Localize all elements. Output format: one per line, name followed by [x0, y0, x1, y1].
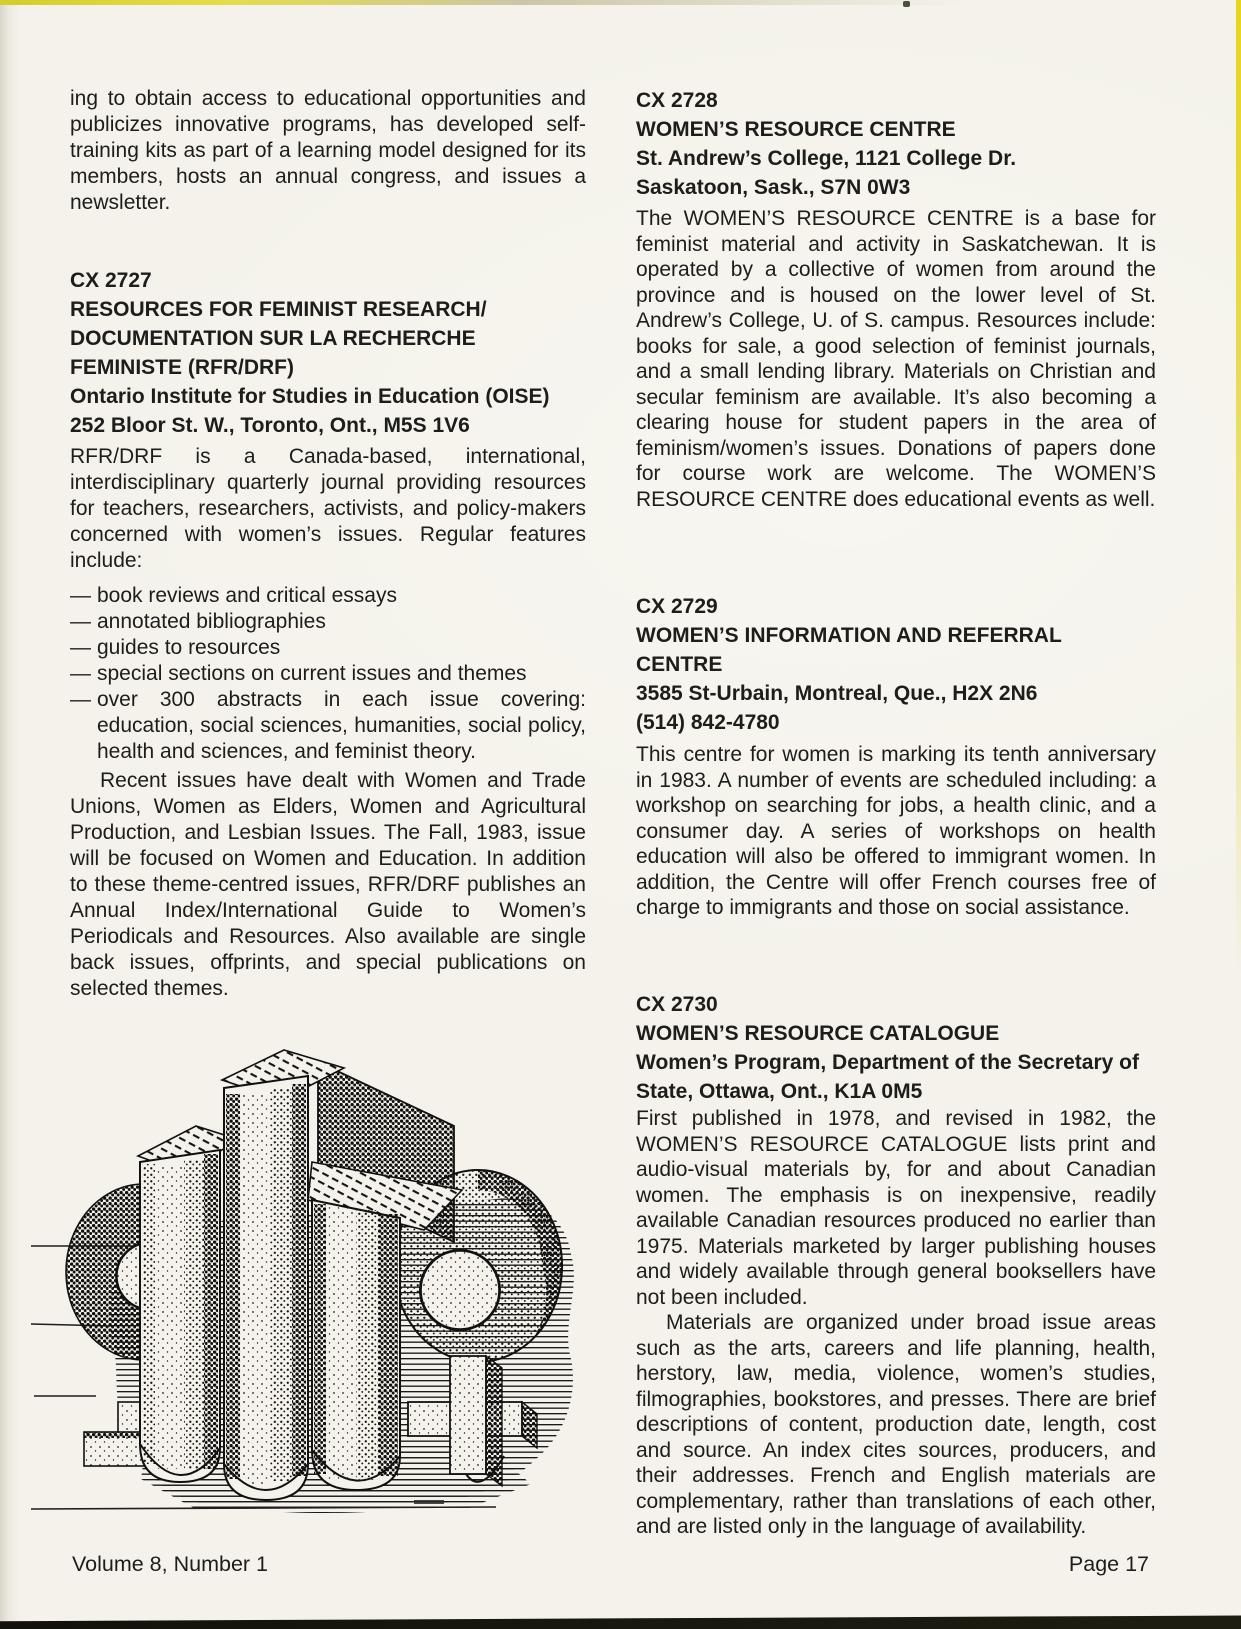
- entry-2729-heading: [636, 592, 1156, 737]
- list-item-text: annotated bibliographies: [97, 610, 326, 633]
- entry-address-line: St. Andrew’s College, 1121 College Dr.: [636, 147, 1017, 170]
- entry-2727-body: [70, 444, 586, 1002]
- list-item-text: guides to resources: [97, 636, 281, 659]
- body-paragraph: The WOMEN’S RESOURCE CENTRE is a base for feminist material and activity in Saskatchewan. It is operated by a collective of women from around the province and is housed on the lower level of St. Andrew’s College, U. of S. campus. Resources include: books for sale, a good selection of feminist journals, and a small lending library. Materials on Christian and secular feminism are available. It’s also becoming a clearing house for student papers in the area of feminism/women’s issues. Donations of papers done for course work are welcome. The WOMEN’S RESOURCE CENTRE does educational events as well.: [636, 207, 1156, 511]
- scan-speck: [903, 1, 910, 7]
- entry-title-line: FEMINISTE (RFR/DRF): [70, 356, 294, 379]
- entry-title-line: WOMEN’S INFORMATION AND REFERRAL: [636, 624, 1062, 647]
- list-item-text: special sections on current issues and themes: [97, 662, 527, 685]
- bullet-dash: —: [70, 610, 91, 633]
- left-column-intro: [70, 86, 586, 216]
- bullet-dash: —: [70, 636, 91, 659]
- entry-title-line: WOMEN’S RESOURCE CATALOGUE: [636, 1022, 1000, 1045]
- entry-id: CX 2729: [636, 595, 718, 618]
- entry-title-line: DOCUMENTATION SUR LA RECHERCHE: [70, 327, 476, 350]
- list-item: [70, 583, 586, 609]
- entry-organization: Ontario Institute for Studies in Education (OISE): [70, 385, 550, 408]
- top-edge-accent: [0, 0, 1241, 5]
- entry-2730-body: [636, 1106, 1156, 1540]
- artist-signature-mark: [414, 1500, 444, 1504]
- feature-list: [70, 583, 586, 765]
- bullet-dash: —: [70, 584, 91, 607]
- body-paragraph: First published in 1978, and revised in 1982, the WOMEN’S RESOURCE CATALOGUE lists print and audio-visual materials by, for and about Canadian women. The emphasis is on inexpensive, readily available Canadian resources produced no earlier than 1975. Materials marketed by larger publishing houses and widely available through general booksellers have not been included.: [636, 1107, 1156, 1309]
- intro-paragraph: ing to obtain access to educational opportunities and publicizes innovative programs, has developed self-training kits as part of a learning model designed for its members, hosts an annual congress, and issues a newsletter.: [70, 87, 586, 214]
- list-item: [70, 609, 586, 635]
- footer-page-number: Page 17: [1068, 1552, 1149, 1576]
- right-edge-accent: [1236, 0, 1241, 977]
- bottom-edge-bar: [0, 1614, 1241, 1629]
- body-paragraph: This centre for women is marking its tenth anniversary in 1983. A number of events are scheduled including: a workshop on searching for jobs, a health clinic, and a consumer day. A series of workshops on health education will also be offered to immigrant women. In addition, the Centre will offer French courses free of charge to immigrants and those on social assistance.: [636, 743, 1156, 919]
- entry-address-line: Saskatoon, Sask., S7N 0W3: [636, 176, 911, 199]
- list-item-text: over 300 abstracts in each issue covering: education, social sciences, humanities, social policy, health and sciences, and feminist theory.: [97, 688, 586, 763]
- footer-volume: Volume 8, Number 1: [72, 1552, 268, 1576]
- entry-2729-body: [636, 742, 1156, 921]
- list-item: [70, 635, 586, 661]
- entry-2728-body: [636, 206, 1156, 512]
- entry-title-line: RESOURCES FOR FEMINIST RESEARCH/: [70, 298, 487, 321]
- entry-phone: (514) 842-4780: [636, 711, 780, 734]
- entry-id: CX 2728: [636, 89, 718, 112]
- entry-address: 252 Bloor St. W., Toronto, Ont., M5S 1V6: [70, 414, 470, 437]
- body-paragraph: Materials are organized under broad issue areas such as the arts, careers and life planning, health, herstory, law, media, violence, women’s studies, filmographies, bookstores, and presses. There are brief descriptions of content, production date, length, cost and source. An index cites sources, producers, and their addresses. French and English materials are complementary, rather than translations of each other, and are listed only in the language of availability.: [636, 1311, 1156, 1538]
- illustration-books-venus: [26, 1004, 600, 1518]
- list-item: [70, 687, 586, 765]
- entry-title-line: CENTRE: [636, 653, 723, 676]
- entry-address-line: Women’s Program, Department of the Secretary of State, Ottawa, Ont., K1A 0M5: [636, 1051, 1139, 1103]
- body-paragraph: Recent issues have dealt with Women and Trade Unions, Women as Elders, Women and Agricultural Production, and Lesbian Issues. The Fall, 1983, issue will be focused on Women and Education. In addition to these theme-centred issues, RFR/DRF publishes an Annual Index/International Guide to Women’s Periodicals and Resources. Also available are single back issues, offprints, and special publications on selected themes.: [70, 769, 586, 1000]
- list-item: [70, 661, 586, 687]
- entry-title-line: WOMEN’S RESOURCE CENTRE: [636, 118, 956, 141]
- list-item-text: book reviews and critical essays: [97, 584, 397, 607]
- entry-2728-heading: [636, 86, 1156, 202]
- body-paragraph: RFR/DRF is a Canada-based, international, interdisciplinary quarterly journal providing resources for teachers, researchers, activists, and policy-makers concerned with women’s issues. Regular features include:: [70, 445, 586, 572]
- bullet-dash: —: [70, 688, 91, 711]
- bullet-dash: —: [70, 662, 91, 685]
- entry-id: CX 2730: [636, 993, 718, 1016]
- entry-address-line: 3585 St-Urbain, Montreal, Que., H2X 2N6: [636, 682, 1038, 705]
- entry-2730-heading: [636, 990, 1156, 1106]
- entry-id: CX 2727: [70, 269, 152, 292]
- entry-2727-heading: [70, 266, 586, 440]
